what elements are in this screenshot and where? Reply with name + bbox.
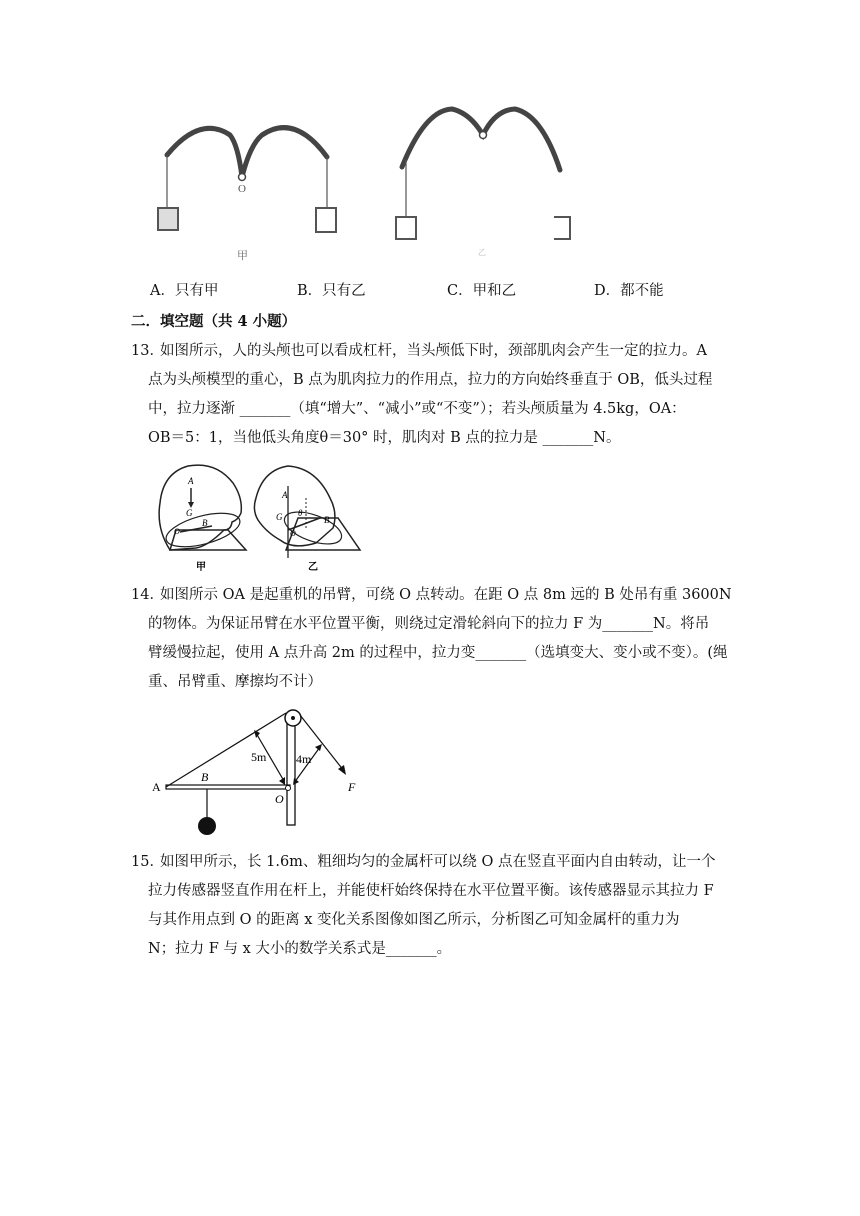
- q15-line-4: N；拉力 F 与 x 大小的数学关系式是_______。: [148, 941, 452, 957]
- q14-line-4: 重、吊臂重、摩擦均不计）: [148, 674, 322, 690]
- q14-o-label: O: [275, 792, 284, 806]
- q14-5m-label: 5m: [251, 750, 267, 764]
- q14-line-2: 的物体。为保证吊臂在水平位置平衡，则绕过定滑轮斜向下的拉力 F 为_______N。将吊: [148, 616, 710, 632]
- q13-line-4: OB＝5：1，当他低头角度θ＝30° 时，肌肉对 B 点的拉力是 _______N。: [148, 430, 621, 446]
- q14-f-arrow-head: [338, 765, 346, 775]
- q13-figure: [148, 458, 373, 573]
- q12-figure: [150, 95, 580, 270]
- q12-option-a: A．只有甲: [150, 283, 219, 299]
- q12-left-pivot: [239, 174, 246, 181]
- q13-line-2: 点为头颅模型的重心，B 点为肌肉拉力的作用点，拉力的方向始终垂直于 OB，低头过程: [148, 372, 713, 388]
- q13-number: 13．: [131, 343, 164, 359]
- q13-right-caption: 乙: [308, 562, 318, 573]
- q14-figure: [148, 703, 368, 838]
- q15-number: 15．: [131, 854, 164, 870]
- q12-left-weight-r: [316, 208, 336, 232]
- q13-left-g-label: G: [186, 508, 193, 518]
- q12-left-caption: 甲: [237, 250, 248, 262]
- q14-4m-label: 4m: [296, 752, 312, 766]
- q14-post: [287, 715, 295, 825]
- q13-left-head: [159, 465, 241, 550]
- q15-line-2: 拉力传感器竖直作用在杆上，并能使杆始终保持在水平位置平衡。该传感器显示其拉力 F: [148, 883, 714, 899]
- q14-weight: [198, 817, 216, 835]
- q15-line-3: 与其作用点到 O 的距离 x 变化关系图像如图乙所示，分析图乙可知金属杆的重力为: [148, 912, 680, 928]
- q12-left-lever: [167, 128, 327, 177]
- q12-right-weight-l: [396, 217, 416, 239]
- q12-right-caption: 乙: [478, 248, 486, 257]
- q12-right-lever: [402, 109, 560, 170]
- q14-boom: [166, 785, 290, 789]
- q14-f-label: F: [348, 780, 356, 794]
- q13-line-1: 如图所示，人的头颅也可以看成杠杆，当头颅低下时，颈部肌肉会产生一定的拉力。A: [160, 343, 707, 359]
- q12-right-pivot: [480, 132, 487, 139]
- q14-a-label: A: [152, 780, 161, 794]
- q14-line-3: 臂缓慢拉起，使用 A 点升高 2m 的过程中，拉力变_______（选填变大、变小或不变）。(绳: [148, 645, 728, 661]
- q12-right-weight-r: [554, 217, 570, 239]
- q14-b-label: B: [201, 770, 209, 784]
- q12-left-o-label: O: [238, 183, 246, 195]
- q14-line-1: 如图所示 OA 是起重机的吊臂，可绕 O 点转动。在距 O 点 8m 远的 B 处吊有重 3600N: [160, 587, 732, 603]
- q14-pulley-center: [291, 716, 295, 720]
- q12-option-d: D．都不能: [594, 283, 664, 299]
- q13-right-a-label: A: [282, 490, 288, 500]
- q14-pivot: [286, 786, 291, 791]
- q14-4m-arrow-head-1: [293, 778, 299, 785]
- q13-right-g-label: G: [276, 512, 283, 522]
- q12-left-weight-l: [158, 208, 178, 230]
- q15-line-1: 如图甲所示，长 1.6m、粗细均匀的金属杆可以绕 O 点在竖直平面内自由转动，让一个: [160, 854, 716, 870]
- q13-left-b-label: B: [202, 518, 208, 528]
- q13-right-b-label: B: [324, 515, 330, 525]
- q13-left-o-label: O: [174, 527, 180, 536]
- q13-left-caption: 甲: [196, 562, 206, 573]
- q13-right-o-label: O: [290, 529, 296, 538]
- section-heading: 二．填空题（共 4 小题）: [131, 313, 297, 330]
- q12-option-c: C．甲和乙: [447, 283, 517, 299]
- q12-option-b: B．只有乙: [297, 283, 366, 299]
- q14-number: 14．: [131, 587, 164, 603]
- q13-right-theta-label: θ: [298, 508, 303, 518]
- q13-left-a-label: A: [188, 476, 194, 486]
- q13-line-3: 中，拉力逐渐 _______（填“增大”、“减小”或“不变”）；若头颅质量为 4.5kg，OA：: [148, 401, 686, 417]
- q14-rope-a: [166, 713, 286, 787]
